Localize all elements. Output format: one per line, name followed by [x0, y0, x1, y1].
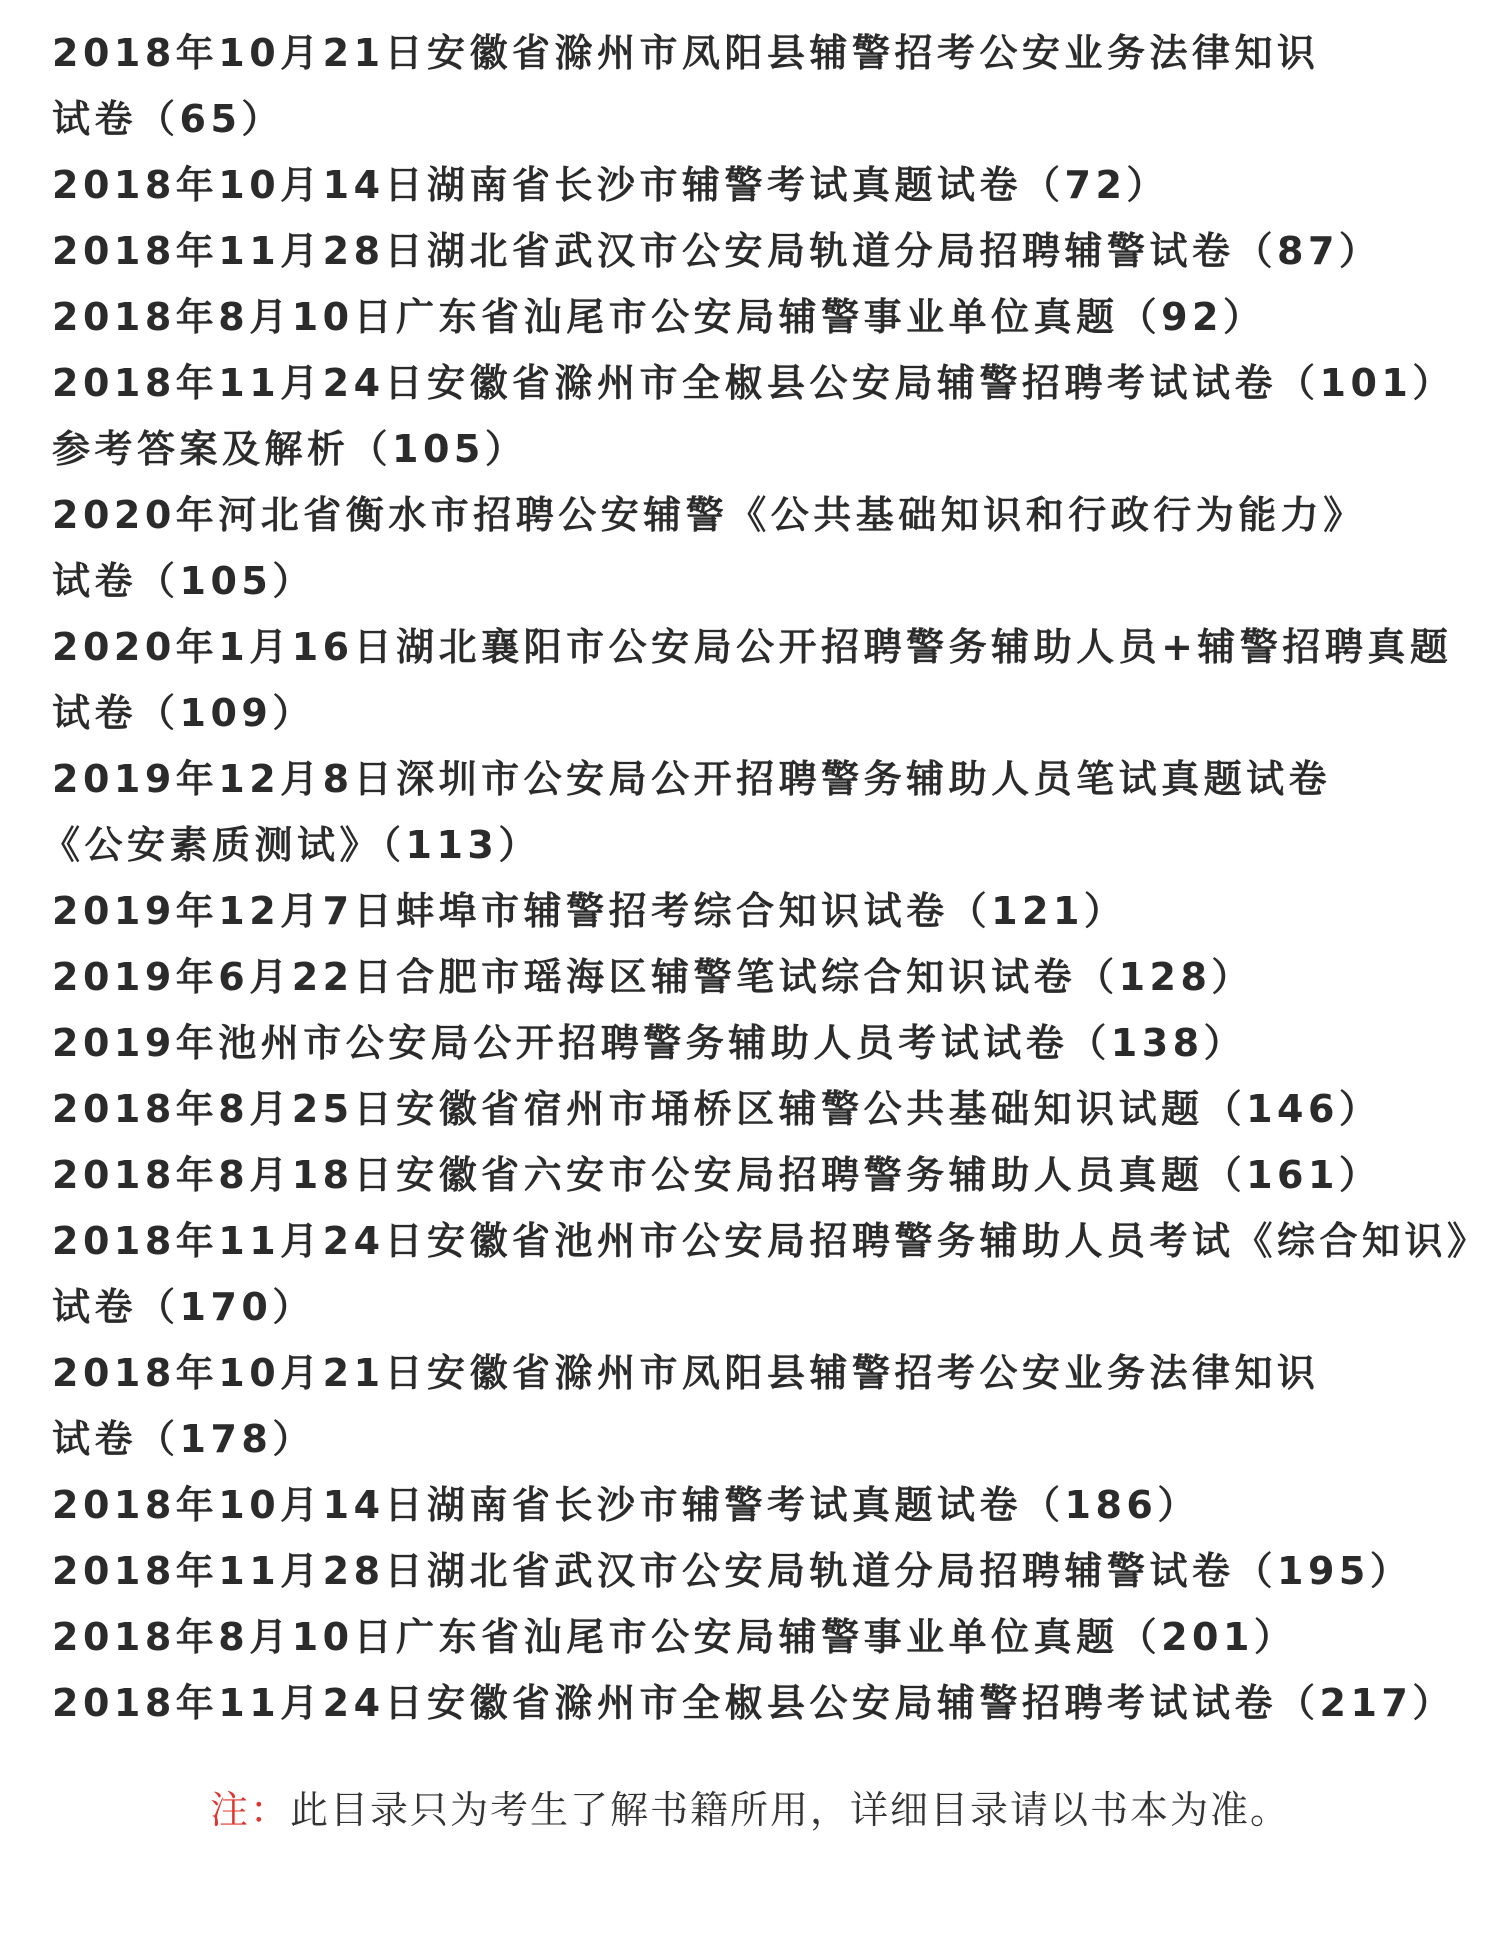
toc-line: 2018年8月18日安徽省六安市公安局招聘警务辅助人员真题（161） — [52, 1153, 1382, 1197]
toc-line: 参考答案及解析（105） — [52, 427, 528, 471]
toc-line: 2018年10月21日安徽省滁州市凤阳县辅警招考公安业务法律知识 — [52, 31, 1320, 75]
note-prefix: 注： — [209, 1788, 290, 1832]
toc-line: 试卷（109） — [52, 691, 315, 735]
toc-line: 2020年河北省衡水市招聘公安辅警《公共基础知识和行政行为能力》 — [52, 493, 1366, 537]
toc-line: 2018年11月28日湖北省武汉市公安局轨道分局招聘辅警试卷（87） — [52, 229, 1382, 273]
note-text: 此目录只为考生了解书籍所用，详细目录请以书本为准。 — [290, 1788, 1291, 1832]
toc-line: 2018年11月24日安徽省滁州市全椒县公安局辅警招聘考试试卷（101） — [52, 361, 1455, 405]
toc-line: 2019年12月7日蚌埠市辅警招考综合知识试卷（121） — [52, 889, 1127, 933]
toc-line: 2019年12月8日深圳市公安局公开招聘警务辅助人员笔试真题试卷 — [52, 757, 1332, 801]
toc-line: 2020年1月16日湖北襄阳市公安局公开招聘警务辅助人员+辅警招聘真题 — [52, 625, 1453, 669]
toc-line: 2019年6月22日合肥市瑶海区辅警笔试综合知识试卷（128） — [52, 955, 1254, 999]
toc-line: 《公安素质测试》（113） — [42, 823, 541, 867]
toc-line: 2018年10月21日安徽省滁州市凤阳县辅警招考公安业务法律知识 — [52, 1351, 1320, 1395]
toc-line: 2018年10月14日湖南省长沙市辅警考试真题试卷（186） — [52, 1483, 1200, 1527]
toc-line: 2018年8月10日广东省汕尾市公安局辅警事业单位真题（201） — [52, 1615, 1297, 1659]
toc-line: 2018年11月28日湖北省武汉市公安局轨道分局招聘辅警试卷（195） — [52, 1549, 1413, 1593]
toc-line: 2018年11月24日安徽省滁州市全椒县公安局辅警招聘考试试卷（217） — [52, 1681, 1455, 1725]
toc-line: 试卷（178） — [52, 1417, 315, 1461]
footnote — [0, 1782, 1500, 1838]
toc-line: 2018年8月10日广东省汕尾市公安局辅警事业单位真题（92） — [52, 295, 1266, 339]
table-of-contents — [42, 20, 1490, 1736]
toc-line: 2019年池州市公安局公开招聘警务辅助人员考试试卷（138） — [52, 1021, 1247, 1065]
toc-line: 试卷（170） — [52, 1285, 315, 1329]
toc-line: 试卷（65） — [52, 97, 284, 141]
toc-line: 2018年10月14日湖南省长沙市辅警考试真题试卷（72） — [52, 163, 1169, 207]
toc-line: 2018年8月25日安徽省宿州市埇桥区辅警公共基础知识试题（146） — [52, 1087, 1382, 1131]
toc-line: 试卷（105） — [52, 559, 315, 603]
toc-line: 2018年11月24日安徽省池州市公安局招聘警务辅助人员考试《综合知识》 — [52, 1219, 1490, 1263]
